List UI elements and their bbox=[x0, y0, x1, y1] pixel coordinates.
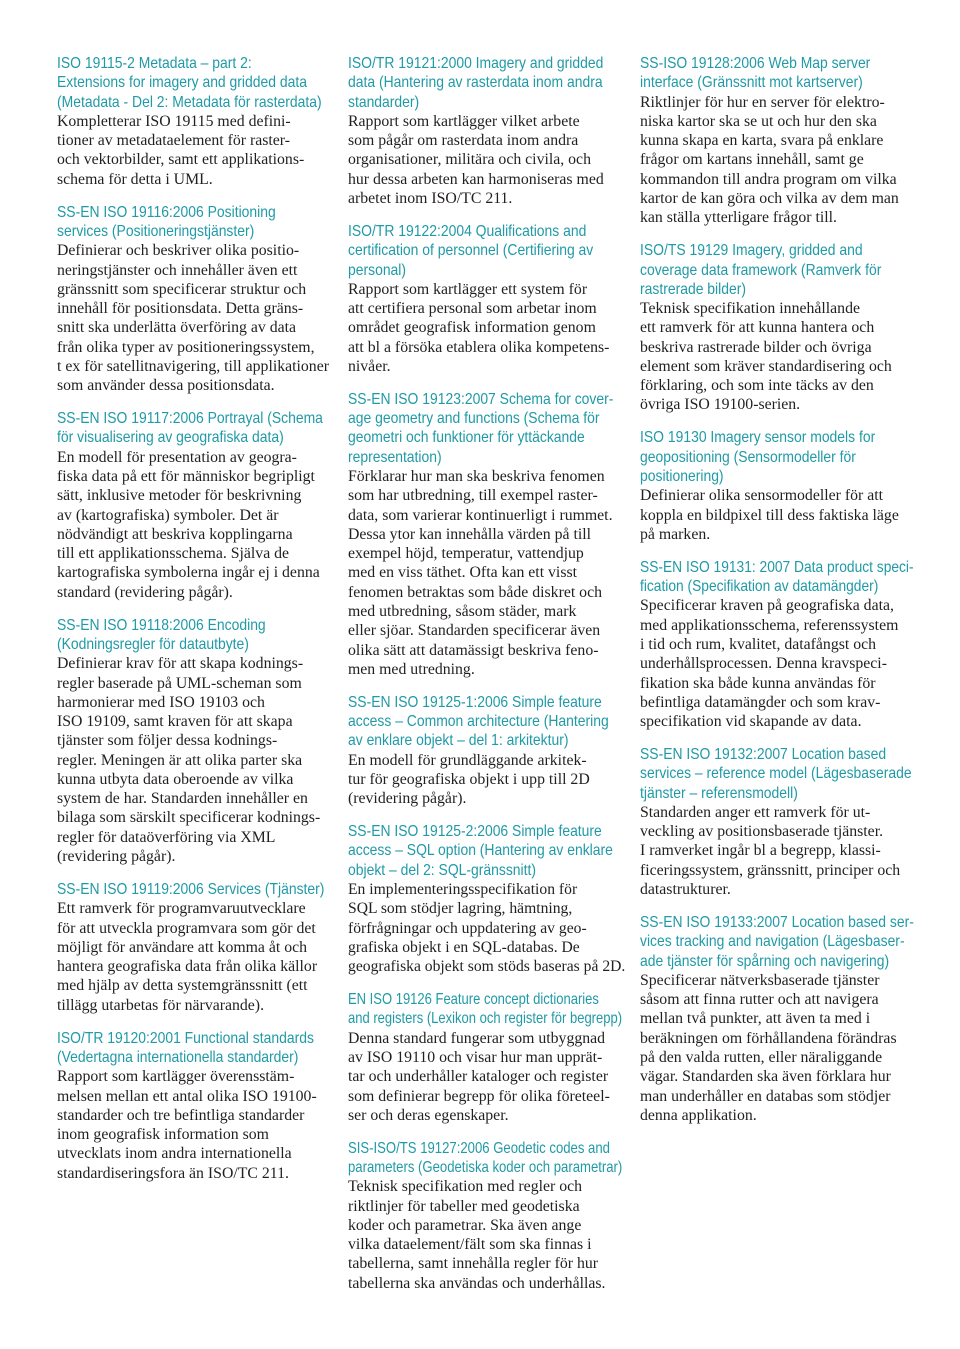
standard-heading: ISO 19115-2 Metadata – part 2: Extensions for imagery and gridded data (Metadata - Del 2: Metadata för rasterdata) bbox=[57, 55, 322, 111]
standard-entry bbox=[640, 428, 916, 544]
standard-description: En implementeringsspecifikation för SQL som stödjer lagring, hämtning, förfrågningar och uppdatering av geo- grafiska objekt i en SQL-databas. De geografiska objekt som stöds baseras på 2D. bbox=[348, 881, 626, 976]
standard-entry bbox=[348, 990, 624, 1125]
standard-heading: SS-EN ISO 19133:2007 Location based ser- vices tracking and navigation (Lägesbaser- ade tjänster för spårning och navigering) bbox=[640, 913, 914, 970]
standard-heading: SS-EN ISO 19116:2006 Positioning services (Positioneringstjänster) bbox=[57, 203, 276, 240]
standard-heading: SIS-ISO/TS 19127:2006 Geodetic codes and parameters (Geodetiska koder och parametrar) bbox=[348, 1139, 623, 1177]
standard-heading: SS-EN ISO 19117:2006 Portrayal (Schema för visualisering av geografiska data) bbox=[57, 410, 323, 447]
standard-entry bbox=[640, 241, 916, 415]
standard-description: Standarden anger ett ramverk för ut- veckling av positionsbaserade tjänster. I ramverket ingår bl a begrepp, klassi- ficeringssystem, gränssnitt, principer och datastrukturer. bbox=[640, 803, 901, 898]
standard-heading: SS-ISO 19128:2006 Web Map server interface (Gränssnitt mot kartserver) bbox=[640, 55, 871, 92]
standard-heading: SS-EN ISO 19132:2007 Location based services – reference model (Lägesbaserade tjänster – referensmodell) bbox=[640, 746, 912, 802]
standard-heading: SS-EN ISO 19118:2006 Encoding (Kodningsregler för datautbyte) bbox=[57, 616, 266, 653]
standard-heading: ISO 19130 Imagery sensor models for geopositioning (Sensormodeller för positionering) bbox=[640, 429, 876, 485]
standard-description: En modell för grundläggande arkitek- tur för geografiska objekt i upp till 2D (revidering pågår). bbox=[348, 751, 590, 808]
standard-entry bbox=[348, 1139, 624, 1293]
standard-description: Ett ramverk för programvaruutvecklare för att utveckla programvara som gör det möjligt för användare att komma åt och hantera geografiska data från olika källor med hjälp av detta systemgränssnitt (ett tillägg utarbetas för närvarande). bbox=[57, 900, 318, 1014]
standard-description: Definierar och beskriver olika positio- neringstjänster och innehåller även ett gränssnitt som specificerar struktur och innehåll för positionsdata. Detta gräns- snitt ska underlätta överföring av data från olika typer av positioneringssystem, t ex för satellitnavigering, till applikationer som använder dessa positionsdata. bbox=[57, 242, 329, 395]
standard-heading: ISO/TS 19129 Imagery, gridded and coverage data framework (Ramverk för rastrerade bilder) bbox=[640, 242, 882, 298]
standard-entry bbox=[640, 558, 916, 732]
standard-entry bbox=[57, 616, 333, 867]
standard-description: Definierar krav för att skapa kodnings- regler baserade på UML-scheman som harmonierar med ISO 19103 och ISO 19109, samt kraven för att skapa tjänster som följer dessa kodnings- regler. Meningen är att olika parter ska kunna utbyta data oberoende av vilka system de har. Standarden innehåller en bilaga som särskilt specificerar kodnings- regler för dataöverföring via XML (revidering pågår). bbox=[57, 655, 321, 866]
standard-description: Teknisk specifikation med regler och riktlinjer för tabeller med geodetiska koder och parametrar. Ska även ange vilka dataelement/fält som ska finnas i tabellerna, samt innehålla regler för hur tabellerna ska användas och underhållas. bbox=[348, 1178, 606, 1292]
standard-entry bbox=[348, 822, 624, 976]
standard-description: Riktlinjer för hur en server för elektro- niska kartor ska se ut och hur den ska kunna skapa en karta, svara på enklare frågor om kartans innehåll, samt ge kommandon till andra program om vilka kartor de kan göra och vilka av dem man kan ställa ytterligare frågor till. bbox=[640, 93, 899, 227]
standard-entry bbox=[348, 222, 624, 376]
standard-heading: ISO/TR 19122:2004 Qualifications and certification of personnel (Certifiering av personal) bbox=[348, 222, 594, 279]
standard-heading: SS-EN ISO 19131: 2007 Data product speci- fication (Specifikation av datamängder) bbox=[640, 558, 914, 596]
standard-description: Förklarar hur man ska beskriva fenomen som har utbredning, till exempel raster- data, som varierar kontinuerligt i rummet. Dessa ytor kan innehålla värden på till exempel höjd, temperatur, vattendjup med en viss täthet. Ofta kan ett visst fenomen betraktas som både diskret och med utbredning, såsom städer, mark eller sjöar. Standarden specificerar även olika sätt att datamässigt beskriva feno- men med utredning. bbox=[348, 468, 613, 678]
standard-entry bbox=[640, 913, 916, 1125]
standard-description: Kompletterar ISO 19115 med defini- tioner av metadataelement för raster- och vektorbilder, samt ett applikations- schema för detta i UML. bbox=[57, 112, 305, 188]
text-column-left bbox=[57, 54, 333, 1197]
standard-entry bbox=[57, 54, 333, 189]
standard-description: Specificerar nätverksbaserade tjänster såsom att finna rutter och att navigera mellan två punkter, att även ta med i beräkningen om förhållandena förändras på den valda rutten, eller näraliggande vägar. Standarden ska även förklara hur man underhåller en databas som stödjer denna applikation. bbox=[640, 971, 897, 1124]
standard-heading: SS-EN ISO 19119:2006 Services (Tjänster) bbox=[57, 881, 325, 898]
standard-description: Rapport som kartlägger vilket arbete som pågår om rasterdata inom andra organisationer, militära och civila, och hur dessa arbeten kan harmoniseras med arbetet inom ISO/TC 211. bbox=[348, 112, 604, 207]
standard-heading: EN ISO 19126 Feature concept dictionaries and registers (Lexikon och register för begrepp) bbox=[348, 991, 623, 1028]
standard-entry bbox=[348, 54, 624, 208]
standard-entry bbox=[348, 693, 624, 809]
text-column-middle bbox=[348, 54, 624, 1307]
standard-entry bbox=[348, 390, 624, 679]
standard-heading: ISO/TR 19120:2001 Functional standards (Vedertagna internationella standarder) bbox=[57, 1029, 314, 1066]
standard-entry bbox=[57, 203, 333, 396]
standard-heading: ISO/TR 19121:2000 Imagery and gridded data (Hantering av rasterdata inom andra standarder) bbox=[348, 55, 604, 111]
standard-description: Teknisk specifikation innehållande ett ramverk för att kunna hantera och beskriva rastrerade bilder och övriga element som kräver standardisering och förklaring, och som inte täcks av den övriga ISO 19100-serien. bbox=[640, 300, 892, 414]
standard-entry bbox=[57, 880, 333, 1015]
standard-entry bbox=[57, 1029, 333, 1183]
standard-description: Denna standard fungerar som utbyggnad av ISO 19110 och visar hur man upprät- tar och underhåller kataloger och register som definierar begrepp för olika företeel- ser och deras egenskaper. bbox=[348, 1029, 610, 1124]
standard-description: Specificerar kraven på geografiska data, med applikationsschema, referenssystem i tid och rum, kvalitet, datafångst och underhållsprocessen. Denna kravspeci- fikation ska både kunna användas för befintliga datamängder och som krav- specifikation vid skapande av data. bbox=[640, 597, 899, 731]
standard-heading: SS-EN ISO 19125-2:2006 Simple feature access – SQL option (Hantering av enklare objekt – del 2: SQL-gränssnitt) bbox=[348, 823, 613, 879]
standard-description: Rapport som kartlägger överensstäm- melsen mellan ett antal olika ISO 19100- standarder och tre befintliga standarder inom geografisk information som utvecklats inom andra internationella standardiseringsfora än ISO/TC 211. bbox=[57, 1068, 317, 1182]
standard-heading: SS-EN ISO 19123:2007 Schema for cover- age geometry and functions (Schema för geometri och funktioner för yttäckande representation) bbox=[348, 390, 614, 466]
standard-entry bbox=[640, 54, 916, 228]
standard-description: Rapport som kartlägger ett system för att certifiera personal som arbetar inom området geografisk information genom att bl a försöka etablera olika kompetens- nivåer. bbox=[348, 280, 610, 375]
standard-entry bbox=[640, 745, 916, 899]
text-column-right bbox=[640, 54, 916, 1139]
standard-heading: SS-EN ISO 19125-1:2006 Simple feature access – Common architecture (Hantering av enklare objekt – del 1: arkitektur) bbox=[348, 693, 609, 750]
standard-description: En modell för presentation av geogra- fiska data på ett för människor begripligt sätt, inklusive metoder för beskrivning av (kartografiska) symboler. Det är nödvändigt att beskriva kopplingarna till ett applikationsschema. Själva de kartografiska symbolerna ingår ej i denna standard (revidering pågår). bbox=[57, 448, 320, 601]
standard-entry bbox=[57, 409, 333, 602]
standard-description: Definierar olika sensormodeller för att koppla en bildpixel till dess faktiska läge på marken. bbox=[640, 487, 899, 543]
